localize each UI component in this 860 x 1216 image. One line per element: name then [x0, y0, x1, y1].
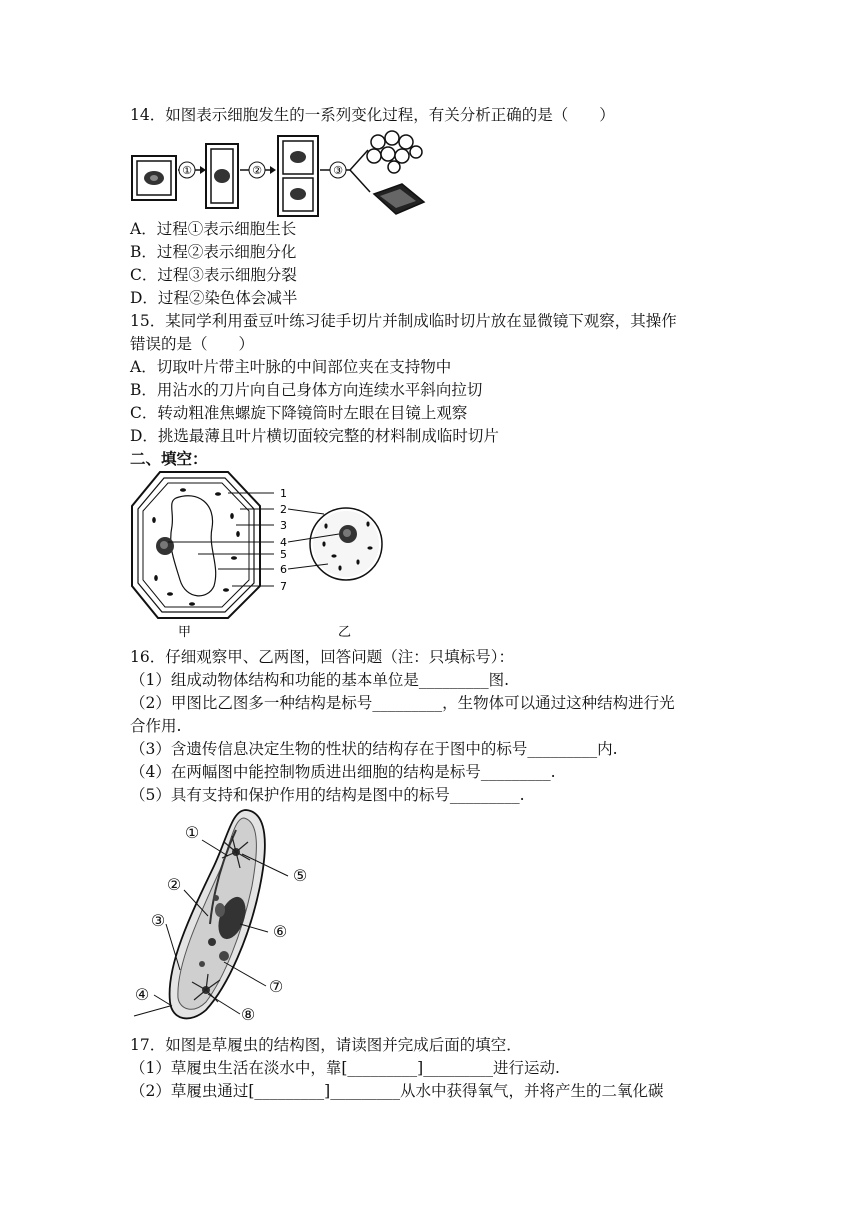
q14-option-a: A．过程①表示细胞生长 — [130, 220, 297, 238]
cell-label-3: 3 — [280, 519, 287, 532]
round-cell-cluster — [367, 131, 422, 173]
cell-label-2: 2 — [280, 503, 287, 516]
cell-label-4: 4 — [280, 536, 287, 549]
q16-item-3: （3）含遗传信息决定生物的性状的结构存在于图中的标号_________内. — [130, 740, 618, 758]
paramecium-label-2: ② — [166, 875, 182, 894]
q16-item-1: （1）组成动物体结构和功能的基本单位是_________图. — [130, 671, 510, 689]
q15-option-d: D．挑选最薄且叶片横切面较完整的材料制成临时切片 — [130, 427, 499, 445]
cell-label-6: 6 — [280, 563, 287, 576]
cell-stage-3 — [278, 136, 318, 216]
q16-item-2: （2）甲图比乙图多一种结构是标号_________，生物体可以通过这种结构进行光 — [130, 694, 675, 712]
paramecium-figure — [128, 806, 318, 1028]
cell-label-1: 1 — [280, 487, 287, 500]
paramecium-label-6: ⑥ — [272, 922, 288, 941]
q17-item-1: （1）草履虫生活在淡水中，靠[_________]_________进行运动. — [130, 1059, 560, 1077]
process-label-2: ② — [252, 164, 262, 177]
q15-option-a: A．切取叶片带主叶脉的中间部位夹在支持物中 — [130, 358, 452, 376]
q15-stem-line1: 15．某同学利用蚕豆叶练习徒手切片并制成临时切片放在显微镜下观察，其操作 — [130, 312, 677, 330]
paramecium-label-8: ⑧ — [240, 1005, 256, 1024]
paramecium-label-3: ③ — [150, 911, 166, 930]
q15-option-b: B．用沾水的刀片向自己身体方向连续水平斜向拉切 — [130, 381, 483, 399]
cell-label-7: 7 — [280, 580, 287, 593]
cell-label-5: 5 — [280, 548, 287, 561]
caption-yi: 乙 — [338, 625, 352, 640]
animal-cell-diagram — [288, 508, 382, 580]
q17-item-2: （2）草履虫通过[_________]_________从水中获得氧气，并将产生的二氧化碳 — [130, 1082, 664, 1100]
q16-item-5: （5）具有支持和保护作用的结构是图中的标号_________. — [130, 786, 525, 804]
q14-option-d: D．过程②染色体会减半 — [130, 289, 298, 307]
process-label-3: ③ — [333, 164, 343, 177]
plant-animal-cell-figure — [128, 468, 398, 640]
paramecium-label-5: ⑤ — [292, 866, 308, 885]
cell-stage-1 — [132, 156, 176, 200]
cell-division-diagram — [130, 132, 430, 218]
q17-stem: 17．如图是草履虫的结构图，请读图并完成后面的填空． — [130, 1036, 522, 1054]
paramecium-label-1: ① — [184, 823, 200, 842]
q16-item-4: （4）在两幅图中能控制物质进出细胞的结构是标号_________. — [130, 763, 556, 781]
paramecium-label-4: ④ — [134, 985, 150, 1004]
q16-item-2-cont: 合作用. — [130, 717, 182, 735]
plant-cell-diagram — [132, 472, 260, 618]
q14-option-b: B．过程②表示细胞分化 — [130, 243, 297, 261]
process-label-1: ① — [182, 164, 192, 177]
q15-option-c: C．转动粗准焦螺旋下降镜筒时左眼在目镜上观察 — [130, 404, 468, 422]
q14-option-c: C．过程③表示细胞分裂 — [130, 266, 297, 284]
paramecium-label-7: ⑦ — [268, 977, 284, 996]
caption-jia: 甲 — [178, 625, 192, 640]
section-heading-fill-in: 二、填空： — [130, 449, 208, 468]
q16-stem: 16．仔细观察甲、乙两图，回答问题（注：只填标号）： — [130, 648, 514, 666]
q15-stem-line2: 错误的是（ ） — [130, 335, 255, 353]
q14-stem: 14．如图表示细胞发生的一系列变化过程，有关分析正确的是（ ） — [130, 106, 615, 124]
cell-stage-2 — [206, 144, 238, 208]
flat-tissue-block — [374, 184, 424, 214]
